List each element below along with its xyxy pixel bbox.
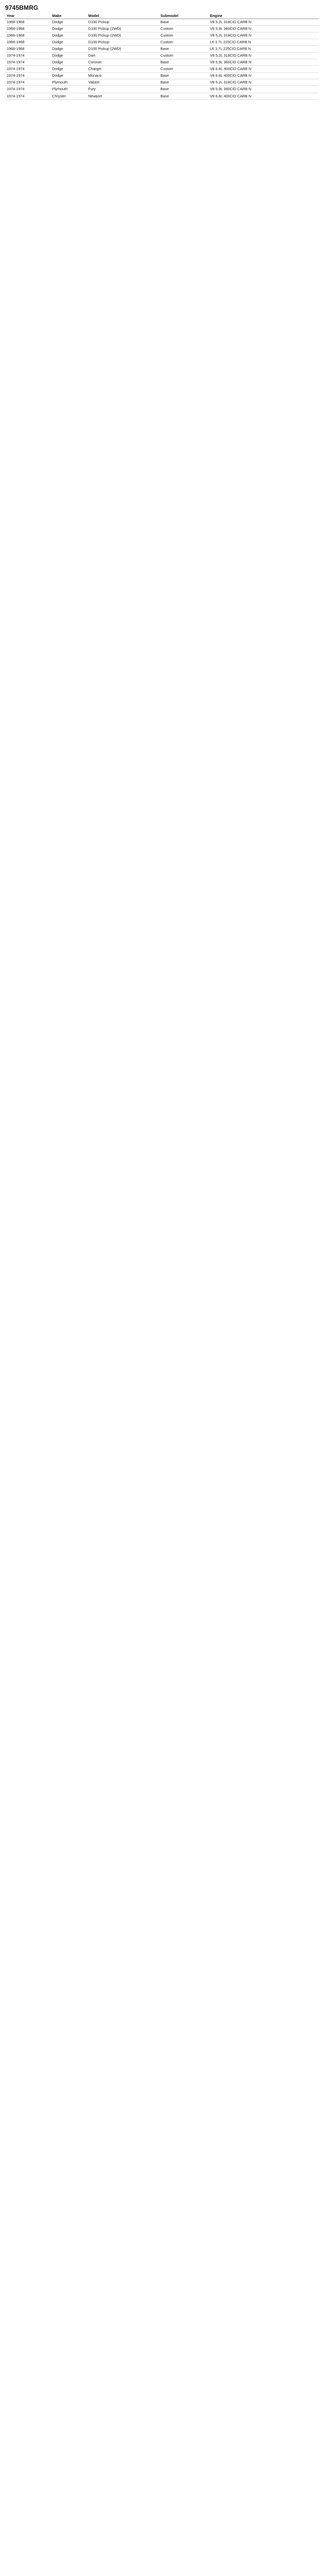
cell-year: 1968-1968 <box>5 46 51 53</box>
cell-submodel: Custom <box>159 26 208 32</box>
cell-engine: V8 6.6L 400CID CARB N <box>208 93 319 99</box>
cell-year: 1974-1974 <box>5 93 51 99</box>
cell-make: Dodge <box>51 59 87 66</box>
cell-engine: L6 3.7L 225CID CARB N <box>208 46 319 53</box>
cell-submodel: Custom <box>159 39 208 46</box>
cell-submodel: Base <box>159 73 208 79</box>
table-row <box>5 59 319 66</box>
cell-model: Dart <box>87 53 159 59</box>
table-row <box>5 66 319 73</box>
cell-model: Charger <box>87 66 159 73</box>
part-number-title: 9745BMRG <box>5 4 39 11</box>
table-row <box>5 46 319 53</box>
cell-year: 1968-1968 <box>5 26 51 32</box>
cell-submodel: Base <box>159 59 208 66</box>
cell-engine: V8 6.6L 400CID CARB N <box>208 73 319 79</box>
cell-make: Dodge <box>51 19 87 26</box>
cell-engine: V8 5.2L 318CID CARB N <box>208 79 319 86</box>
cell-engine: V8 5.9L 360CID CARB N <box>208 86 319 93</box>
cell-submodel: Base <box>159 79 208 86</box>
cell-year: 1974-1974 <box>5 86 51 93</box>
cell-model: D100 Pickup (2WD) <box>87 32 159 39</box>
column-header-year: Year <box>5 13 51 19</box>
cell-make: Dodge <box>51 26 87 32</box>
fitment-table-body <box>5 19 319 100</box>
cell-make: Dodge <box>51 73 87 79</box>
table-row <box>5 73 319 79</box>
cell-submodel: Base <box>159 19 208 26</box>
cell-engine: V8 5.2L 318CID CARB N <box>208 32 319 39</box>
table-row <box>5 26 319 32</box>
cell-year: 1974-1974 <box>5 59 51 66</box>
cell-year: 1974-1974 <box>5 79 51 86</box>
cell-submodel: Custom <box>159 53 208 59</box>
cell-engine: V8 5.2L 318CID CARB N <box>208 19 319 26</box>
cell-year: 1974-1974 <box>5 53 51 59</box>
table-header-row <box>5 13 319 19</box>
cell-model: D100 Pickup <box>87 19 159 26</box>
cell-engine: V8 5.9L 360CID CARB N <box>208 26 319 32</box>
table-row <box>5 86 319 93</box>
cell-submodel: Base <box>159 93 208 99</box>
cell-engine: V8 5.9L 360CID CARB N <box>208 59 319 66</box>
column-header-submodel: Submodel <box>159 13 208 19</box>
cell-year: 1974-1974 <box>5 66 51 73</box>
table-row <box>5 39 319 46</box>
cell-model: D100 Pickup (2WD) <box>87 26 159 32</box>
column-header-make: Make <box>51 13 87 19</box>
cell-make: Dodge <box>51 46 87 53</box>
cell-model: Fury <box>87 86 159 93</box>
cell-model: Valiant <box>87 79 159 86</box>
cell-submodel: Base <box>159 86 208 93</box>
cell-year: 1974-1974 <box>5 73 51 79</box>
table-row <box>5 19 319 26</box>
table-row <box>5 93 319 99</box>
cell-model: D100 Pickup (2WD) <box>87 46 159 53</box>
column-header-engine: Engine <box>208 13 319 19</box>
cell-model: Coronet <box>87 59 159 66</box>
cell-make: Dodge <box>51 39 87 46</box>
cell-make: Dodge <box>51 53 87 59</box>
cell-model: Monaco <box>87 73 159 79</box>
cell-model: Newport <box>87 93 159 99</box>
cell-model: D100 Pickup <box>87 39 159 46</box>
cell-engine: V8 5.2L 318CID CARB N <box>208 53 319 59</box>
cell-make: Dodge <box>51 66 87 73</box>
cell-make: Plymouth <box>51 79 87 86</box>
table-row <box>5 53 319 59</box>
cell-submodel: Custom <box>159 66 208 73</box>
cell-engine: L6 3.7L 225CID CARB N <box>208 39 319 46</box>
cell-year: 1968-1968 <box>5 39 51 46</box>
table-row <box>5 32 319 39</box>
cell-make: Dodge <box>51 32 87 39</box>
cell-engine: V8 6.6L 400CID CARB N <box>208 66 319 73</box>
cell-make: Plymouth <box>51 86 87 93</box>
cell-submodel: Base <box>159 46 208 53</box>
cell-make: Chrysler <box>51 93 87 99</box>
cell-year: 1968-1968 <box>5 19 51 26</box>
fitment-table <box>5 13 319 100</box>
column-header-model: Model <box>87 13 159 19</box>
table-row <box>5 79 319 86</box>
cell-year: 1968-1968 <box>5 32 51 39</box>
cell-submodel: Custom <box>159 32 208 39</box>
